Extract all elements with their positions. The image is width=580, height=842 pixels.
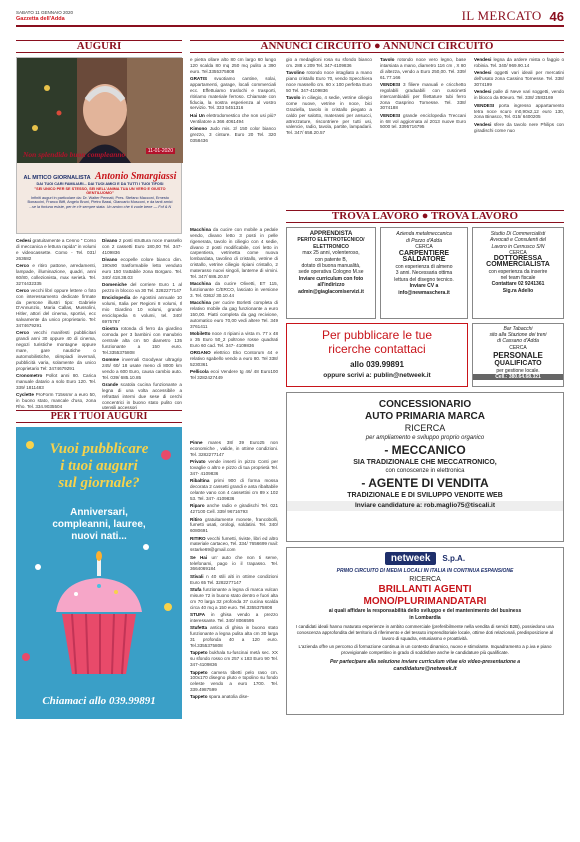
header-rule — [16, 25, 564, 27]
auguri-photo-panel — [16, 57, 182, 234]
classified-item: Cedesi gratuitamente a Cenno " Corso di meccanica e lettura rapida" in volumi e videocassette. Como - Tel. 031/ 263682 — [16, 238, 96, 261]
birthday-cupcake-icon — [16, 552, 182, 682]
ad-line: CERCA — [509, 344, 527, 351]
ad-line: per ampliamento e sviluppo proprio organico — [365, 435, 485, 441]
header-date: SABATO 11 GENNAIO 2020 — [16, 10, 74, 15]
ad-line: lettura del disegno tecnico. — [394, 276, 454, 283]
classified-item: VENDESI 3 filiere manuali e cricchetto regolabili graduabili con cuscinetti intercambiabili per filettature tubi ferro zona Gasprino Tornesse. Tel. 338/ 3074188 — [380, 81, 467, 111]
classified-item: gio a medaglioni rosa su sfondo bianco cm. 288 x 209 Tel. 347-4109836 — [286, 57, 372, 68]
dedication-line: Infiniti auguri in particolare da: Dr. Walter Pennati, Pres. Stefano Macconi, Ernesto Bonaccini, Franco Biffi, Angelo Bruni, Pietro Bassi, Giancarlo Mosconi, e da tanti amici — [27, 195, 173, 205]
ad-line: in Lombardia — [409, 615, 441, 621]
dedication-line: ...se la fortuna esiste, per te c'è sempre stata. Un amico che ti vuole bene — Fof & N — [28, 204, 172, 209]
classified-item: Vendesi palle di Neve vari soggetti, vendo in blocco da 80euro. Tel. 338/ 2583169 — [474, 89, 564, 101]
ad-line: Inviare CV a — [409, 283, 439, 289]
classified-item: Cronometro Pollot anni 80. Carica manuale datario a solo Euro 120. Tel. 339/ 1811483 — [16, 372, 96, 390]
ad-line: L'azienda offre un percorso di formazione continua in un contesto dinamico, nuovo e stimolante. Inquadramento a p.iva e piano provvigionale competitivo in grado di soddisfare anche le candidature più qualificate. — [298, 644, 552, 655]
ad-line: SIA TRADIZIONALE CHE MECCATRONICO, — [353, 459, 497, 466]
promo-call-line — [16, 695, 182, 707]
promo-subtitle-line: nuovi nati... — [71, 531, 127, 542]
classified-item: Stufetta antica di ghisa in buono stato funzionante a legna pulita alta cm 30 larga 31 profonda 40 a 120 euro. Tel.3355375808 — [190, 625, 278, 648]
ad-line: - MECCANICO — [384, 443, 466, 457]
ad-line: Sig.ra Adelio — [502, 287, 534, 294]
ad-line: CARPENTIERE — [398, 249, 450, 257]
ad-line: sede operativa Cologno M.se — [298, 269, 364, 276]
ad-line: CERCA — [415, 244, 433, 250]
classified-item: STUFA in ghisa vendo a prezzo interessante. Tel. 340/ 8066595 — [190, 612, 278, 623]
job-ad-saldatore — [380, 227, 468, 319]
circuito-column-1-cont — [190, 227, 278, 437]
classified-item: Pellicola ecoi Vendere tg 46/ 48 Euro100 Tel 3282427449 — [190, 369, 278, 381]
ad-email[interactable]: Inviare candidature a: rob.maglio75@tiscali.it — [287, 501, 563, 511]
ad-line: con esperienza da inserire — [488, 268, 548, 275]
ad-line: CONCESSIONARIO — [378, 399, 472, 410]
classified-item: Pinne mares 38/ 39 Euro25 non economiche , valide, in ottime condizioni. Tel. 3282277147 — [190, 440, 278, 457]
classified-item: ORGANO elettrico Eko Contorum 44 e relativo sgabello vendo a euro 80. Tel 338/ 5230361 — [190, 350, 278, 367]
classified-item: Domeniche del corriere Euro 1 al pezzo in blocco va 30 Tel. 3282277147 — [102, 282, 183, 293]
ad-line: Avvocati e Consulenti del — [489, 237, 547, 244]
classified-item: Gomme invernali Goodyear ultragrip 245/ 60/ 18 usate meno di 8000 km vendo a 600 Euro, causa cambio auto. Tel. 039/ 685.10.85 — [102, 357, 183, 380]
classified-item: Ritiro gratuitamente monete, francobolli, fumetti usati, orologi, soldatini. Tel. 340/ 6080691 — [190, 516, 278, 534]
ad-phone[interactable]: allo 039.99891 — [350, 360, 404, 369]
classified-item: Tappeto bukhala tu-fuscinai metà sec. XX su sfondo rosso cm 257 x 183 Euro 90 Tel. 347-4109836 — [190, 650, 278, 668]
classified-item: Tappeto camera tibetti pelo raso cm. 100x170 disegno pluto e topolino su fondo celeste vendo a euro 1700. Tel. 339.4987599 — [190, 669, 278, 693]
ad-line: MONO/PLURIMANDATARI — [363, 596, 487, 607]
ad-line: Per pubblicare le tue — [321, 328, 433, 342]
ad-line: Inviare curriculum con foto — [298, 275, 364, 282]
classified-item: Divano ecopelle colore bianco dim. 190x90 trasformabile letto venduto euro 150 trattabile zona Borgaro. Tel. 340/ 418.38.03 — [102, 257, 183, 280]
ad-line: ricerche contattaci — [328, 342, 426, 356]
ad-line: con patente B, — [314, 256, 348, 263]
classified-item: Tavolo rotondo noce vero legno, base intarsiata a mano, diametro 116 cm , X 80 di altezza, vendo a Euro 250,00. Tel. 339/ 61.77.166 — [380, 57, 467, 80]
ad-line: all'indirizzo — [317, 282, 345, 289]
classified-item: VENDESI porta ingresso appartamento tetra noce scuro m0,90x2,12 euro 130, zona Binasco, Tel. 015/ 6400205 — [474, 102, 565, 120]
classified-item: Kimono Judo mis. 2/ 150 color bianco grezzo, 3 cinture. Euro 20 Tel. 320 0358436 — [190, 126, 276, 143]
ad-line: PERSONALE — [493, 350, 543, 360]
classified-item: Tavolo in ciliegio, 4 sedie, vetrine ciliegio come nuove, vetrine in noce, bici Graziella, tavolo in cristallo piegato a caldo per salotto, materassi per ansucci, attrezzature, riscontriere per tutti usi, valencie, radio, tavola, partite, lampadarii. Tel. 347/ 658.20.57 — [286, 95, 373, 136]
classified-item: Macchina per cucire Borletti completa di relativo mobile da gag funzionante a euro 150,00. Piatti completa da gag recivione, automatico euro 70,00 vedi altere Tel. 349 3761411 — [190, 300, 279, 329]
ad-line: Studio Di Commercialisti — [490, 231, 546, 237]
classified-item: Cerco vecchi manifesti pubblicitari grandi anni 30 oppure 40 di cinema, negozi turistiche montagne oppure mare, gare nautiche o automobilistiche, olimpiadi invernali, pubblicità varia, solamente da unico proprietario Tel: 3474679291 — [16, 330, 97, 371]
ad-line: con conoscenze in elettronica — [385, 468, 465, 474]
circuito-column-2 — [286, 57, 372, 207]
classified-item: Vendesi legna da ardere mista o faggio o robinia. Tel. 340/ 969.90.14 — [474, 57, 564, 68]
classified-item: Mobiletto noce 4 ripiani a vista m. 77 x 48 x 35 Euro 50_2 poltrone rosse quadrati Euro 60 cad. Tel. 347- 4109836 — [190, 331, 278, 348]
ad-line: TRADIZIONALE E DI SVILUPPO VENDITE WEB — [347, 492, 503, 499]
ad-phone[interactable]: Contattare 02 9241361 — [491, 281, 545, 288]
ad-line: AUTO PRIMARIA MARCA — [365, 411, 485, 422]
job-ad-commercialista — [472, 227, 564, 319]
section-name: IL MERCATO — [461, 8, 542, 23]
classified-item: VENDESI grande enciclopedia Treccani in 68 vol aggiornata al 2013 nuove Euro 5000 tel. 3395716795 — [380, 112, 466, 130]
ad-line: max 25 anni, volenteroso, — [302, 250, 360, 257]
promo-subtitle-line: Anniversari, — [70, 507, 128, 518]
classified-item: Stivali n 40 stili alti in ottime condizioni Euro 65 Tel. 3282277147 — [190, 573, 278, 585]
ad-line: Azienda metalmeccanica — [396, 231, 452, 237]
netweek-logo-row — [295, 552, 555, 565]
dedication-line: "SEI UNICO PER SE STESSO, SEI NELL'ANIMA TUA UN VERO E GIUSTO GENTILUOMO" — [34, 186, 166, 196]
promo-call-prefix: Chiamaci allo — [42, 695, 107, 707]
ad-email[interactable]: admin@giaglacomiservizi.it — [298, 288, 364, 295]
page-number: 46 — [549, 8, 564, 24]
ad-email[interactable]: oppure scrivi a: publin@netweek.it — [323, 372, 431, 379]
classified-column-1 — [16, 238, 97, 409]
circuito-column-1-bottom — [190, 440, 278, 835]
ad-line: nel team fiscale — [500, 275, 536, 282]
ad-line: Lavoro in Cernusco S/N — [491, 243, 545, 250]
promo-subtitle — [16, 507, 182, 543]
classified-item: GRATIS svuotiamo cantine, solai, appartamenti, garage, locali commerciali ecc. Effettuiamo traslochi e trasporti, ritiriamo materiale ferroso. Chiamate con fiducia, la nostra esperienza al vostro servizio. Tel. 333 5451316 — [190, 76, 276, 111]
promo-headline-line: Vuoi pubblicare — [49, 441, 149, 457]
ad-line: per gestione locale. — [496, 367, 540, 374]
ad-line: ai quali affidare la responsabilità dello sviluppo e del mantenimento del business — [328, 608, 522, 614]
classified-item: Giostra rotonda di ferro da giardino comoda per 3 bambini con manubrio centrale alta cm 50 diametro 135 funzionante a 150 euro. Tel.3355375808 — [102, 326, 182, 355]
circuito-title: ANNUNCI CIRCUITO ● ANNUNCI CIRCUITO — [190, 40, 564, 53]
ad-line: APPRENDISTA — [309, 231, 353, 237]
ad-line: SALDATORE — [402, 256, 446, 263]
classified-item: Grande scatola cucina funzionante a legna di una volta accessibile a refrattari interni due sese di cerchi concentrici in buono stato pulito con utensili accessori — [102, 381, 182, 411]
classified-item: Vendesi sfere da tavolo nere Philips con giradischi come nuo — [474, 121, 564, 133]
ad-line: I candidati ideali hanno maturato esperienze in ambito commerciale (preferibilmente nella vendita di servizi B2B), possiedono una conoscenza approfondita del territorio di riferimento e del tessuto imprenditoriale locale, ottime doti relazionali, predisposizione al lavoro di squadra, entusiasmo e proattività. — [296, 624, 554, 641]
job-ad-apprendista — [286, 227, 376, 319]
ad-phone[interactable]: Cell.: 380.64.68.321 — [473, 374, 563, 380]
lavoro-title: TROVA LAVORO ● TROVA LAVORO — [286, 210, 564, 223]
promo-call-number[interactable]: 039.99891 — [108, 695, 156, 707]
classified-item: Cyclette ProForm 715ssmr a euro 50, in buono stato, mancale d'uso, zona Rho. Tel. 334.9035504 — [16, 392, 96, 409]
ad-line: di Cassano d'Adda — [497, 338, 539, 345]
classified-item: Cerco vecchi libri oppure lettere o foto con interessamento dedicate firmate da persone illustri tipo: Gabriele D'Annunzio, Maria Callas, Mussolini, Hitler, attori del cinema, sportivi, ecc salvamente da unico proprietario. Tel: 3474679291 — [16, 287, 96, 328]
job-ad-netweek — [286, 547, 564, 715]
header-paper-name: Gazzetta dell'Adda — [16, 16, 65, 22]
classified-item: Se Hai un' auto che non ti serve, telefonami, pago io il trapasso. Tel. 3664069184 — [190, 554, 279, 572]
auguri-promo-ad — [16, 427, 182, 719]
ad-email[interactable]: candidature@netweek.it — [393, 666, 457, 672]
ad-line: Per partecipare alla selezione inviare curriculum vitae e/o video-presentazione a — [329, 659, 521, 665]
dedication-lines — [22, 182, 178, 210]
promo-headline-line: i tuoi auguri — [60, 458, 138, 474]
photo-date: 11-01-2020 — [147, 148, 173, 154]
classified-item: RITIRO vecchi fumetti, riviste, libri ed altro materiale cartaceo, Tel. 334/ 7656699 mail: sstarke69@gmail.com — [190, 535, 278, 553]
publish-contact-ad — [286, 323, 468, 387]
ad-line: sito alla Stazione dei treni — [489, 332, 547, 339]
classified-item: Hai Un elettrodomestico che non usi più? Ventilatore a 366 4061494 — [190, 112, 277, 124]
ad-line: - AGENTE DI VENDITA — [361, 476, 489, 490]
ad-line: COMMERCIALISTA — [486, 261, 550, 269]
classified-item: Tavolino rotondo noce intagliato a mano piano cristallo Euro 70, vendo Specchiera noce massello cm. 60 x 100 perfetta Euro 50 Tel. 347-4109836 — [286, 70, 372, 93]
classified-column-2 — [102, 238, 183, 411]
classified-item: Enciclopedia de Agostini annuale 10 volumi, Italia per Regioni 8 volumi, Il mio Giardino 10 volumi, grande enciclopedia 6 volumi, tel. 340/ 6975767 — [102, 295, 182, 324]
job-ad-bar — [472, 323, 564, 387]
promo-subtitle-line: compleanni, lauree, — [52, 519, 146, 530]
photo-caption: Non splendido buon compleanno — [23, 150, 126, 159]
classified-item: Tappeto spara anatolia dise- — [190, 694, 249, 700]
classified-item: Ribaltina primi 900 di forma mossa decorata 2 cassetti grandi e anta ribaltabile celante vano con 4 cassettini cm 89 x 102 53. Tel. 347- 4109836 — [190, 478, 279, 501]
header-section-block — [462, 9, 564, 23]
job-ad-concessionario — [286, 392, 564, 542]
dedication-line: DAI TUOI CARI FAMILIARI... DAI TUOI AMICI E DA TUTTI I TUOI TIFOSI — [36, 182, 164, 186]
classified-item: Divano 2 posti struttura noce massello con 2 cassetti Euro 180,00 Tel. 347- 4109836 — [102, 238, 182, 255]
classified-item: Stufa funzionante a legna di marca vulcan misure 72 in buono stato dentro e fuori alta cm 70 larga 32 profonda 37 cucina scalda circa 40 mq a 150 euro. Tel.3355375808 — [190, 587, 278, 610]
netweek-logo-suffix: S.p.A. — [442, 554, 466, 563]
classified-item: Macchina da cucire Olivetti, ET 115, funzionante C/ERCO, lasciato in versione 3. Tel. 0362/ 30.10.44 — [190, 281, 278, 298]
ad-line: con esperienza di almeno — [395, 263, 453, 270]
ad-line: PRIMO CIRCUITO DI MEDIA LOCALI IN ITALIA IN CONTINUA ESPANSIONE — [336, 568, 514, 574]
classified-item: Vendesi oggetti vari ideali per mercatini dell'usato zona Cassino Tornesse. Tel. 338/ 3074199 — [474, 70, 564, 87]
ad-line: DOTTORESSA — [493, 255, 543, 263]
auguri-title: AUGURI — [16, 40, 182, 53]
classified-item: Macchina da cucire con mobile a pedale vendo, divano letto 3 posti in pelle rigenerata, tavolo in ciliegio con 4 sedie, divano 2 posti modificabile, cori letto in carpentiera, vetrinetta come nuova lombardata, tavolino di cristallo, vetrine di cristallo, vetrine ciliegio ripiani cristallo, 2 materasso nuovi singoli, lanterne di vimini. Tel. 347/ 686.20.57 — [190, 227, 278, 279]
dedication-prefix: AL MITICO GIORNALISTA — [23, 175, 91, 181]
header-date-block — [16, 10, 73, 22]
circuito-column-4 — [474, 57, 564, 207]
classified-item: Privato vende inserti in pizzo Conti per tovaglie o altro e pizzo di tua proprietà Tel. 347- 4109836 — [190, 459, 278, 476]
ad-line: 3 anni. Necessaria ottima — [395, 270, 453, 276]
ad-email[interactable]: info@newmaschera.it — [398, 289, 450, 296]
ad-line: QUALIFICATO — [494, 359, 542, 367]
circuito-column-1 — [190, 57, 276, 227]
ad-line: RICERCA — [409, 576, 441, 583]
netweek-logo: netweek — [385, 552, 436, 565]
ad-line: RICERCA — [404, 423, 446, 433]
promo-headline-line: sul giornale? — [58, 475, 140, 491]
dedication-name: Antonio Smargiassi — [95, 171, 177, 182]
circuito-column-3 — [380, 57, 466, 207]
classified-item: Cerco e ritiro pattone, arredamenti, lampade, illuminazione, quadri, anni 60/80, collezionista, max serietà. Tel. 3274432335 — [16, 262, 96, 286]
ad-line: dotato di buona manualità, — [301, 263, 361, 270]
ad-line: di Pozzo d'Adda — [406, 237, 442, 244]
ad-line: PERITO ELETTROTECNICO/ ELETTRONICO — [297, 237, 365, 250]
classified-item: Riparo anche radio e giradischi Tel. 021 427100 Cell. 339/ 96716793 — [190, 503, 278, 515]
ad-line: CERCA — [509, 249, 527, 256]
ad-line: BRILLANTI AGENTI — [378, 584, 472, 595]
promo-title: PER I TUOI AUGURI — [16, 410, 182, 423]
classified-item: e pietra ollare alto 80 cm largo 60 lungo 120 scalda 80 mq 250 mq pulito a 390 euro. Tel.3355375808 — [190, 57, 276, 74]
ad-line: Bar Tabacchi — [503, 326, 533, 332]
promo-headline — [16, 441, 182, 492]
